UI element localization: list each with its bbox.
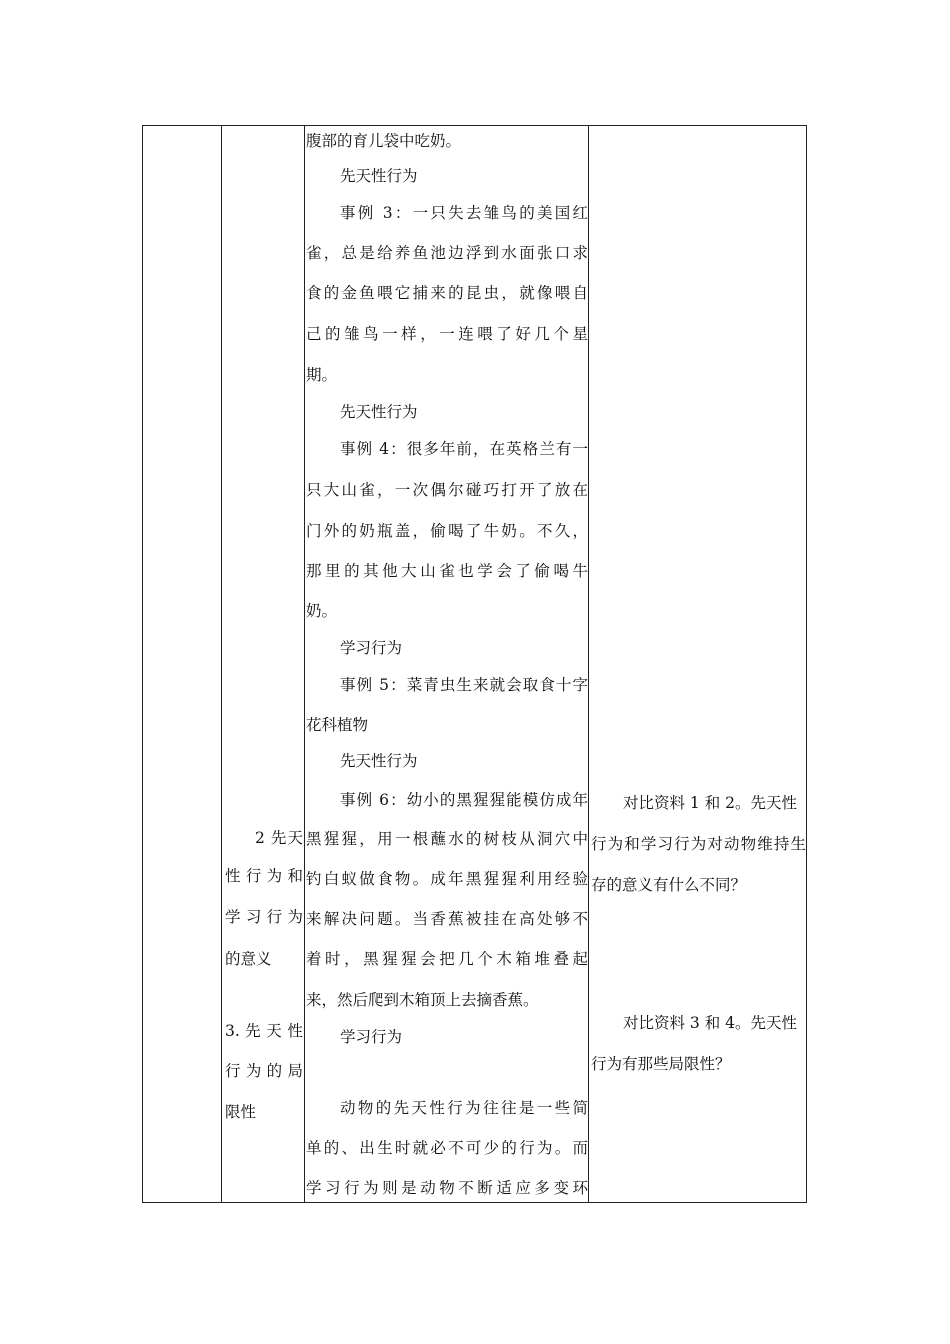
- column-content: [305, 126, 589, 1202]
- topic-line: 限性: [225, 1103, 257, 1121]
- content-line: 事例 4：很多年前，在英格兰有一: [340, 440, 588, 458]
- question-line: 对比资料 3 和 4。先天性: [623, 1014, 798, 1032]
- content-line: 雀，总是给养鱼池边浮到水面张口求: [306, 244, 588, 262]
- content-line: 钓白蚁做食物。成年黑猩猩利用经验: [306, 870, 588, 888]
- content-line: 黑猩猩，用一根蘸水的树枝从洞穴中: [306, 830, 588, 848]
- content-line: 期。: [306, 366, 338, 384]
- content-line: 先天性行为: [340, 403, 418, 421]
- content-line: 食的金鱼喂它捕来的昆虫，就像喂自: [306, 284, 588, 302]
- content-line: 只大山雀，一次偶尔碰巧打开了放在: [306, 481, 588, 499]
- question-line: 行为有那些局限性？: [591, 1055, 731, 1073]
- content-line: 来，然后爬到木箱顶上去摘香蕉。: [306, 991, 539, 1009]
- topic-line: 的意义: [225, 950, 272, 968]
- content-line: 动物的先天性行为往往是一些简: [340, 1099, 588, 1117]
- content-line: 来解决问题。当香蕉被挂在高处够不: [306, 910, 588, 928]
- column-questions: [589, 126, 807, 1202]
- content-line: 先天性行为: [340, 167, 418, 185]
- topic-line: 行 为 的 局: [225, 1062, 303, 1080]
- content-line: 门外的奶瓶盖，偷喝了牛奶。不久，: [306, 522, 588, 540]
- content-line: 花科植物: [306, 716, 369, 734]
- content-line: 学习行为则是动物不断适应多变环: [306, 1179, 588, 1197]
- topic-line: 3. 先 天 性: [225, 1022, 303, 1040]
- question-line: 行为和学习行为对动物维持生: [591, 835, 806, 853]
- topic-line: 2 先天: [255, 829, 303, 847]
- question-line: 存的意义有什么不同？: [591, 876, 747, 894]
- content-line: 事例 3：一只失去雏鸟的美国红: [340, 204, 588, 222]
- topic-line: 性 行 为 和: [225, 867, 303, 885]
- topic-line: 学 习 行 为: [225, 908, 303, 926]
- content-line: 着时，黑猩猩会把几个木箱堆叠起: [306, 950, 588, 968]
- content-line: 先天性行为: [340, 752, 418, 770]
- content-line: 学习行为: [340, 1028, 403, 1046]
- column-blank: [143, 126, 222, 1202]
- content-line: 事例 5：菜青虫生来就会取食十字: [340, 676, 588, 694]
- content-line: 事例 6：幼小的黑猩猩能模仿成年: [340, 791, 588, 809]
- lesson-table: [142, 125, 807, 1203]
- content-line: 学习行为: [340, 639, 403, 657]
- question-line: 对比资料 1 和 2。先天性: [623, 794, 798, 812]
- content-line: 己的雏鸟一样，一连喂了好几个星: [306, 325, 588, 343]
- column-topics: [222, 126, 305, 1202]
- content-line: 腹部的育儿袋中吃奶。: [306, 132, 462, 150]
- content-line: 奶。: [306, 602, 338, 620]
- content-line: 单的、出生时就必不可少的行为。而: [306, 1139, 588, 1157]
- content-line: 那里的其他大山雀也学会了偷喝牛: [306, 562, 588, 580]
